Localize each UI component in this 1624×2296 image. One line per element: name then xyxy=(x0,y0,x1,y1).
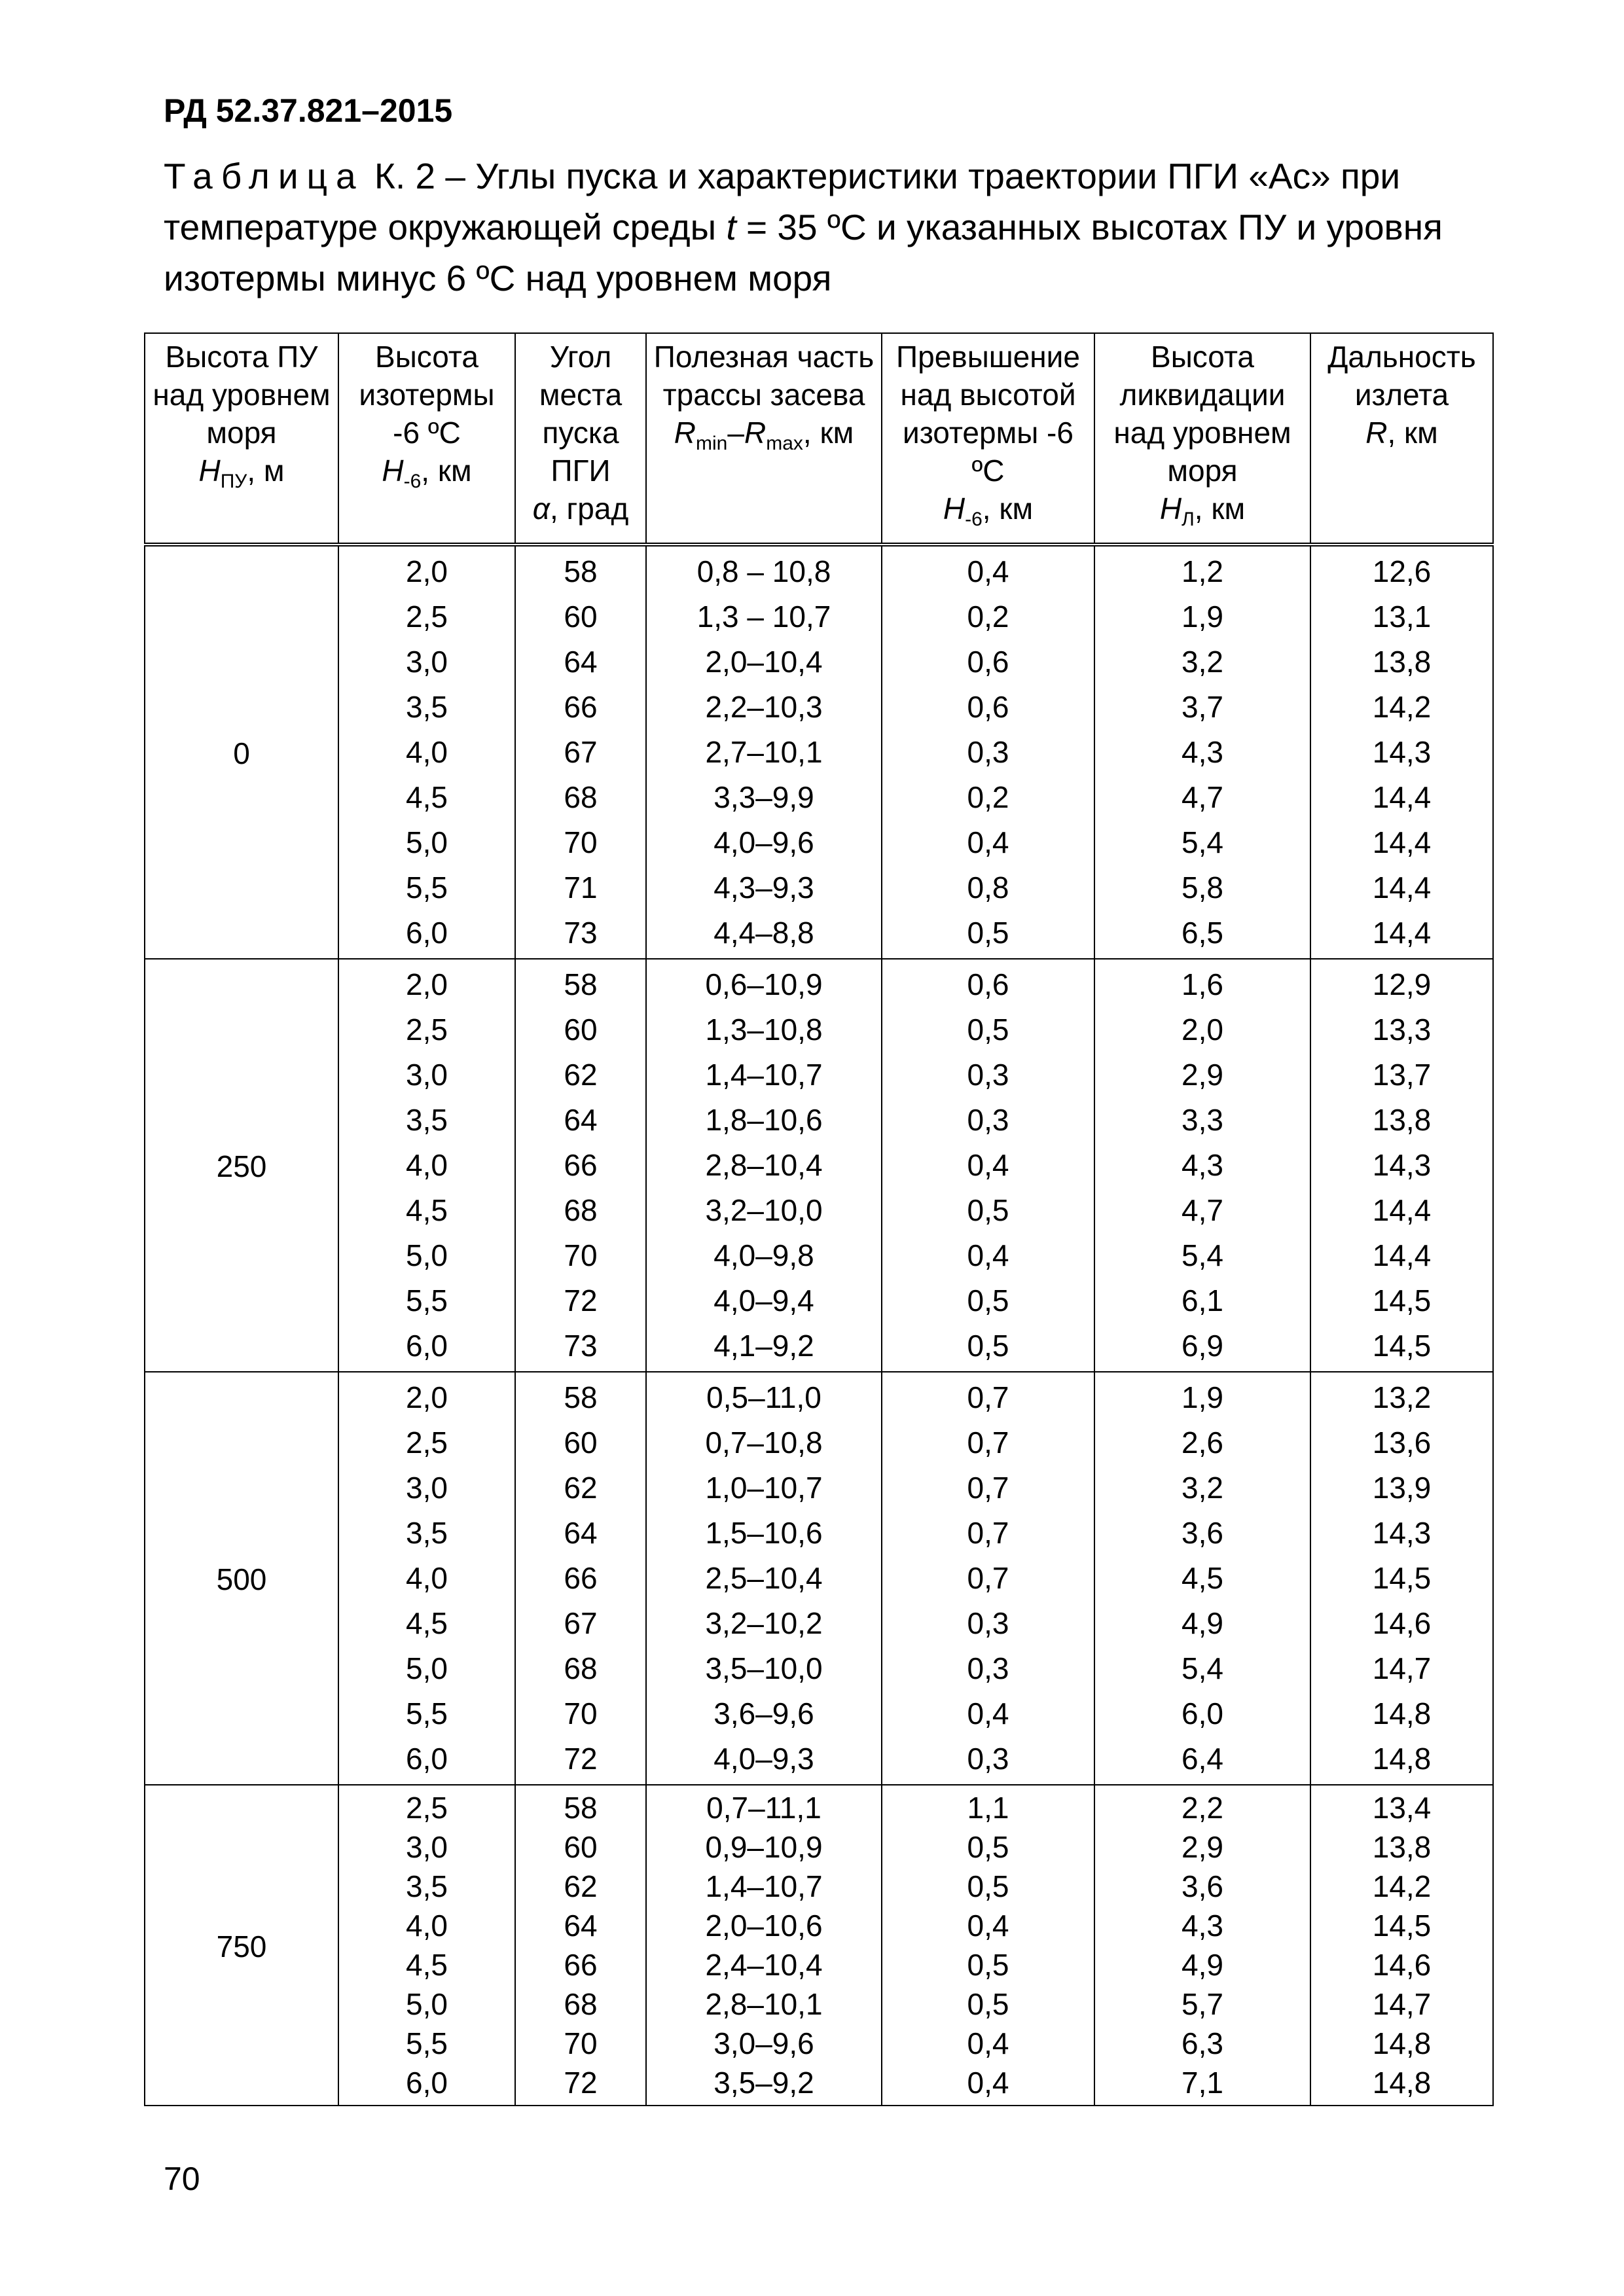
table-cell: 1,9 xyxy=(1094,594,1310,639)
table-cell: 0,7 xyxy=(882,1556,1094,1601)
table-cell: 66 xyxy=(515,1945,646,1984)
table-row xyxy=(145,639,1493,685)
table-cell: 0,4 xyxy=(882,1691,1094,1736)
table-cell: 4,0 xyxy=(338,1143,515,1188)
table-cell: 1,9 xyxy=(1094,1372,1310,1420)
table-cell: 14,7 xyxy=(1310,1984,1493,2024)
table-cell: 66 xyxy=(515,1556,646,1601)
table-row xyxy=(145,1098,1493,1143)
table-cell: 14,6 xyxy=(1310,1945,1493,1984)
table-cell: 5,4 xyxy=(1094,1233,1310,1278)
table-cell: 6,0 xyxy=(338,1736,515,1785)
table-cell: 2,9 xyxy=(1094,1827,1310,1867)
table-row xyxy=(145,594,1493,639)
table-cell: 0,2 xyxy=(882,775,1094,820)
table-cell: 3,0 xyxy=(338,639,515,685)
table-cell: 3,5–10,0 xyxy=(646,1646,882,1691)
table-cell: 4,3 xyxy=(1094,1906,1310,1945)
table-cell: 0,5 xyxy=(882,1867,1094,1906)
table-cell: 70 xyxy=(515,1691,646,1736)
launch-height-cell: 750 xyxy=(145,1785,338,2106)
table-cell: 66 xyxy=(515,1143,646,1188)
table-cell: 5,0 xyxy=(338,820,515,865)
table-cell: 0,5 xyxy=(882,1984,1094,2024)
table-cell: 6,0 xyxy=(1094,1691,1310,1736)
table-row xyxy=(145,959,1493,1007)
table-cell: 4,0 xyxy=(338,730,515,775)
table-cell: 2,0 xyxy=(338,959,515,1007)
table-cell: 12,6 xyxy=(1310,545,1493,594)
table-cell: 68 xyxy=(515,775,646,820)
page-number: 70 xyxy=(164,2161,200,2197)
table-cell: 3,0 xyxy=(338,1827,515,1867)
table-cell: 3,6 xyxy=(1094,1867,1310,1906)
table-cell: 3,0 xyxy=(338,1465,515,1511)
table-cell: 3,2–10,2 xyxy=(646,1601,882,1646)
table-cell: 67 xyxy=(515,1601,646,1646)
table-row xyxy=(145,1233,1493,1278)
table-cell: 0,5 xyxy=(882,1188,1094,1233)
table-cell: 3,2 xyxy=(1094,639,1310,685)
caption-variable: t xyxy=(726,207,736,247)
table-cell: 14,2 xyxy=(1310,685,1493,730)
column-header: Полезная часть трассы засева $R_{min}-R_{max}$, км xyxy=(646,333,882,545)
table-cell: 4,9 xyxy=(1094,1601,1310,1646)
table-cell: 0,2 xyxy=(882,594,1094,639)
table-row xyxy=(145,1052,1493,1098)
table-cell: 6,4 xyxy=(1094,1736,1310,1785)
table-cell: 4,5 xyxy=(338,1945,515,1984)
caption-text: К. 2 – Углы пуска и характеристики траектории ПГИ «Ас» при температуре окружающей среды xyxy=(164,156,1401,247)
table-cell: 3,5 xyxy=(338,1511,515,1556)
table-cell: 14,2 xyxy=(1310,1867,1493,1906)
table-cell: 6,9 xyxy=(1094,1323,1310,1372)
table-cell: 6,0 xyxy=(338,1323,515,1372)
table-row xyxy=(145,2024,1493,2063)
launch-angles-table xyxy=(144,332,1494,2106)
table-cell: 4,0–9,8 xyxy=(646,1233,882,1278)
table-cell: 2,5 xyxy=(338,1007,515,1052)
table-cell: 0,3 xyxy=(882,730,1094,775)
table-cell: 1,2 xyxy=(1094,545,1310,594)
table-cell: 0,5 xyxy=(882,1278,1094,1323)
table-cell: 14,7 xyxy=(1310,1646,1493,1691)
table-cell: 5,4 xyxy=(1094,1646,1310,1691)
table-cell: 2,7–10,1 xyxy=(646,730,882,775)
launch-height-cell: 500 xyxy=(145,1372,338,1785)
table-row xyxy=(145,1007,1493,1052)
table-cell: 2,0–10,4 xyxy=(646,639,882,685)
table-cell: 5,0 xyxy=(338,1646,515,1691)
table-row xyxy=(145,1736,1493,1785)
table-row xyxy=(145,1867,1493,1906)
table-cell: 2,5 xyxy=(338,594,515,639)
table-cell: 0,5 xyxy=(882,1323,1094,1372)
table-cell: 2,5 xyxy=(338,1420,515,1465)
table-cell: 13,8 xyxy=(1310,1098,1493,1143)
table-cell: 13,9 xyxy=(1310,1465,1493,1511)
column-header: Превышение над высотой изотермы -6 ºС $H_{-6}$, км xyxy=(882,333,1094,545)
table-cell: 13,8 xyxy=(1310,1827,1493,1867)
table-cell: 72 xyxy=(515,1278,646,1323)
height-group xyxy=(145,1785,1493,2106)
table-cell: 3,3–9,9 xyxy=(646,775,882,820)
table-cell: 14,3 xyxy=(1310,730,1493,775)
table-cell: 0,8 – 10,8 xyxy=(646,545,882,594)
table-cell: 4,0–9,6 xyxy=(646,820,882,865)
table-cell: 14,5 xyxy=(1310,1278,1493,1323)
table-cell: 6,0 xyxy=(338,910,515,959)
table-cell: 2,5 xyxy=(338,1785,515,1827)
table-cell: 14,3 xyxy=(1310,1143,1493,1188)
table-cell: 1,4–10,7 xyxy=(646,1052,882,1098)
table-row xyxy=(145,1511,1493,1556)
table-cell: 5,5 xyxy=(338,865,515,910)
table-cell: 0,5 xyxy=(882,910,1094,959)
table-cell: 68 xyxy=(515,1984,646,2024)
table-cell: 3,5 xyxy=(338,685,515,730)
table-cell: 4,5 xyxy=(338,775,515,820)
table-cell: 62 xyxy=(515,1867,646,1906)
table-cell: 2,8–10,4 xyxy=(646,1143,882,1188)
table-cell: 0,5 xyxy=(882,1827,1094,1867)
table-cell: 67 xyxy=(515,730,646,775)
table-cell: 1,3–10,8 xyxy=(646,1007,882,1052)
height-group xyxy=(145,545,1493,959)
column-header: Высота изотермы -6 ºС $H_{-6}$, км xyxy=(338,333,515,545)
table-cell: 14,3 xyxy=(1310,1511,1493,1556)
table-cell: 0,6 xyxy=(882,959,1094,1007)
table-cell: 14,5 xyxy=(1310,1323,1493,1372)
table-cell: 3,5 xyxy=(338,1098,515,1143)
table-cell: 0,3 xyxy=(882,1601,1094,1646)
table-cell: 64 xyxy=(515,1906,646,1945)
table-row xyxy=(145,1420,1493,1465)
table-row xyxy=(145,865,1493,910)
table-cell: 72 xyxy=(515,2063,646,2106)
table-cell: 1,8–10,6 xyxy=(646,1098,882,1143)
table-cell: 0,3 xyxy=(882,1098,1094,1143)
table-cell: 70 xyxy=(515,1233,646,1278)
table-cell: 4,3 xyxy=(1094,1143,1310,1188)
table-row xyxy=(145,1601,1493,1646)
table-cell: 0,3 xyxy=(882,1736,1094,1785)
table-cell: 58 xyxy=(515,959,646,1007)
table-row xyxy=(145,1984,1493,2024)
table-cell: 6,5 xyxy=(1094,910,1310,959)
column-header: Дальность излета R, км xyxy=(1310,333,1493,545)
table-cell: 14,6 xyxy=(1310,1601,1493,1646)
table-cell: 68 xyxy=(515,1646,646,1691)
table-cell: 1,5–10,6 xyxy=(646,1511,882,1556)
table-cell: 1,6 xyxy=(1094,959,1310,1007)
table-cell: 7,1 xyxy=(1094,2063,1310,2106)
table-row xyxy=(145,1323,1493,1372)
column-header: Угол места пуска ПГИ α, град xyxy=(515,333,646,545)
table-cell: 0,4 xyxy=(882,2024,1094,2063)
table-cell: 3,2 xyxy=(1094,1465,1310,1511)
table-cell: 0,6 xyxy=(882,639,1094,685)
table-cell: 4,0 xyxy=(338,1556,515,1601)
table-cell: 0,6 xyxy=(882,685,1094,730)
table-cell: 0,7 xyxy=(882,1511,1094,1556)
table-row xyxy=(145,1945,1493,1984)
table-cell: 3,2–10,0 xyxy=(646,1188,882,1233)
table-cell: 6,0 xyxy=(338,2063,515,2106)
table-cell: 4,7 xyxy=(1094,775,1310,820)
table-cell: 2,5–10,4 xyxy=(646,1556,882,1601)
column-header: Высота ликвидации над уровнем моря $H_Л$, км xyxy=(1094,333,1310,545)
table-cell: 3,0–9,6 xyxy=(646,2024,882,2063)
table-row xyxy=(145,2063,1493,2106)
table-cell: 13,6 xyxy=(1310,1420,1493,1465)
table-row xyxy=(145,1785,1493,1827)
table-cell: 70 xyxy=(515,820,646,865)
table-cell: 3,6–9,6 xyxy=(646,1691,882,1736)
table-cell: 1,1 xyxy=(882,1785,1094,1827)
table-cell: 13,1 xyxy=(1310,594,1493,639)
table-cell: 2,0–10,6 xyxy=(646,1906,882,1945)
table-row xyxy=(145,545,1493,594)
table-row xyxy=(145,820,1493,865)
table-cell: 2,6 xyxy=(1094,1420,1310,1465)
table-cell: 4,3 xyxy=(1094,730,1310,775)
table-cell: 62 xyxy=(515,1465,646,1511)
table-caption xyxy=(164,151,1499,304)
document-code: РД 52.37.821–2015 xyxy=(164,92,453,129)
table-cell: 73 xyxy=(515,1323,646,1372)
table-cell: 60 xyxy=(515,1007,646,1052)
table-cell: 2,2 xyxy=(1094,1785,1310,1827)
table-cell: 0,8 xyxy=(882,865,1094,910)
table-cell: 1,4–10,7 xyxy=(646,1867,882,1906)
table-cell: 3,7 xyxy=(1094,685,1310,730)
table-cell: 1,0–10,7 xyxy=(646,1465,882,1511)
table-cell: 0,4 xyxy=(882,2063,1094,2106)
table-cell: 14,4 xyxy=(1310,820,1493,865)
table-cell: 60 xyxy=(515,594,646,639)
table-cell: 13,7 xyxy=(1310,1052,1493,1098)
table-cell: 13,8 xyxy=(1310,639,1493,685)
table-header xyxy=(145,333,1493,545)
column-header: Высота ПУ над уровнем моря $H_{ПУ}$, м xyxy=(145,333,338,545)
table-cell: 64 xyxy=(515,639,646,685)
table-cell: 6,1 xyxy=(1094,1278,1310,1323)
table-cell: 0,3 xyxy=(882,1052,1094,1098)
table-cell: 0,4 xyxy=(882,1143,1094,1188)
table-row xyxy=(145,910,1493,959)
table-cell: 0,5 xyxy=(882,1007,1094,1052)
caption-rest: = 35 ºС и указанных высотах ПУ и уровня изотермы минус 6 ºС над уровнем моря xyxy=(164,207,1443,298)
table-cell: 13,4 xyxy=(1310,1785,1493,1827)
table-cell: 2,8–10,1 xyxy=(646,1984,882,2024)
table-cell: 0,7–11,1 xyxy=(646,1785,882,1827)
table-cell: 66 xyxy=(515,685,646,730)
table-cell: 14,4 xyxy=(1310,775,1493,820)
table-cell: 2,4–10,4 xyxy=(646,1945,882,1984)
table-row xyxy=(145,1372,1493,1420)
table-cell: 2,9 xyxy=(1094,1052,1310,1098)
table-row xyxy=(145,685,1493,730)
table-cell: 2,0 xyxy=(1094,1007,1310,1052)
table-cell: 6,3 xyxy=(1094,2024,1310,2063)
table-cell: 72 xyxy=(515,1736,646,1785)
table-row xyxy=(145,1465,1493,1511)
table-cell: 0,7–10,8 xyxy=(646,1420,882,1465)
table-cell: 5,0 xyxy=(338,1984,515,2024)
table-cell: 5,7 xyxy=(1094,1984,1310,2024)
table-cell: 0,6–10,9 xyxy=(646,959,882,1007)
table-cell: 0,5–11,0 xyxy=(646,1372,882,1420)
table-cell: 0,9–10,9 xyxy=(646,1827,882,1867)
table-row xyxy=(145,1691,1493,1736)
table-cell: 4,5 xyxy=(1094,1556,1310,1601)
caption-label: Таблица xyxy=(164,156,365,196)
table-cell: 14,8 xyxy=(1310,1691,1493,1736)
table-cell: 2,0 xyxy=(338,545,515,594)
table-row xyxy=(145,1556,1493,1601)
table-cell: 14,8 xyxy=(1310,1736,1493,1785)
launch-height-cell: 250 xyxy=(145,959,338,1372)
table-cell: 4,0–9,3 xyxy=(646,1736,882,1785)
table-cell: 0,7 xyxy=(882,1465,1094,1511)
table-cell: 71 xyxy=(515,865,646,910)
table-cell: 3,3 xyxy=(1094,1098,1310,1143)
table-cell: 2,0 xyxy=(338,1372,515,1420)
table-cell: 14,4 xyxy=(1310,910,1493,959)
table-cell: 5,0 xyxy=(338,1233,515,1278)
table-cell: 3,5–9,2 xyxy=(646,2063,882,2106)
table-row xyxy=(145,730,1493,775)
table-row xyxy=(145,1143,1493,1188)
table-cell: 4,5 xyxy=(338,1601,515,1646)
height-group xyxy=(145,1372,1493,1785)
height-group xyxy=(145,959,1493,1372)
table-cell: 58 xyxy=(515,545,646,594)
table-cell: 5,5 xyxy=(338,1691,515,1736)
table-cell: 4,0 xyxy=(338,1906,515,1945)
table-cell: 4,5 xyxy=(338,1188,515,1233)
table-cell: 14,4 xyxy=(1310,1188,1493,1233)
table-cell: 3,5 xyxy=(338,1867,515,1906)
table-cell: 0,7 xyxy=(882,1420,1094,1465)
table-cell: 0,4 xyxy=(882,1906,1094,1945)
table-cell: 13,2 xyxy=(1310,1372,1493,1420)
table-cell: 5,5 xyxy=(338,1278,515,1323)
table-cell: 4,9 xyxy=(1094,1945,1310,1984)
table-cell: 14,8 xyxy=(1310,2063,1493,2106)
table-cell: 4,1–9,2 xyxy=(646,1323,882,1372)
table-cell: 64 xyxy=(515,1511,646,1556)
table-cell: 14,5 xyxy=(1310,1556,1493,1601)
table-cell: 14,5 xyxy=(1310,1906,1493,1945)
table-cell: 64 xyxy=(515,1098,646,1143)
table-cell: 2,2–10,3 xyxy=(646,685,882,730)
table-cell: 12,9 xyxy=(1310,959,1493,1007)
table-cell: 58 xyxy=(515,1785,646,1827)
table-cell: 13,3 xyxy=(1310,1007,1493,1052)
table-cell: 3,6 xyxy=(1094,1511,1310,1556)
table-cell: 0,5 xyxy=(882,1945,1094,1984)
table-row xyxy=(145,1188,1493,1233)
table-cell: 60 xyxy=(515,1420,646,1465)
table-row xyxy=(145,1827,1493,1867)
table-cell: 0,4 xyxy=(882,545,1094,594)
table-cell: 62 xyxy=(515,1052,646,1098)
table-cell: 1,3 – 10,7 xyxy=(646,594,882,639)
table-cell: 4,7 xyxy=(1094,1188,1310,1233)
table-cell: 60 xyxy=(515,1827,646,1867)
table-cell: 14,4 xyxy=(1310,1233,1493,1278)
table-cell: 68 xyxy=(515,1188,646,1233)
table-cell: 70 xyxy=(515,2024,646,2063)
table-cell: 58 xyxy=(515,1372,646,1420)
table-row xyxy=(145,1906,1493,1945)
table-cell: 14,4 xyxy=(1310,865,1493,910)
table-cell: 0,4 xyxy=(882,1233,1094,1278)
table-cell: 0,3 xyxy=(882,1646,1094,1691)
table-cell: 3,0 xyxy=(338,1052,515,1098)
table-row xyxy=(145,1646,1493,1691)
table-cell: 73 xyxy=(515,910,646,959)
table-cell: 5,8 xyxy=(1094,865,1310,910)
table-row xyxy=(145,1278,1493,1323)
table-cell: 4,0–9,4 xyxy=(646,1278,882,1323)
table-cell: 4,4–8,8 xyxy=(646,910,882,959)
table-cell: 5,5 xyxy=(338,2024,515,2063)
table-cell: 0,7 xyxy=(882,1372,1094,1420)
table-cell: 14,8 xyxy=(1310,2024,1493,2063)
table-row xyxy=(145,775,1493,820)
table-cell: 4,3–9,3 xyxy=(646,865,882,910)
table-cell: 0,4 xyxy=(882,820,1094,865)
launch-height-cell: 0 xyxy=(145,545,338,959)
table-cell: 5,4 xyxy=(1094,820,1310,865)
